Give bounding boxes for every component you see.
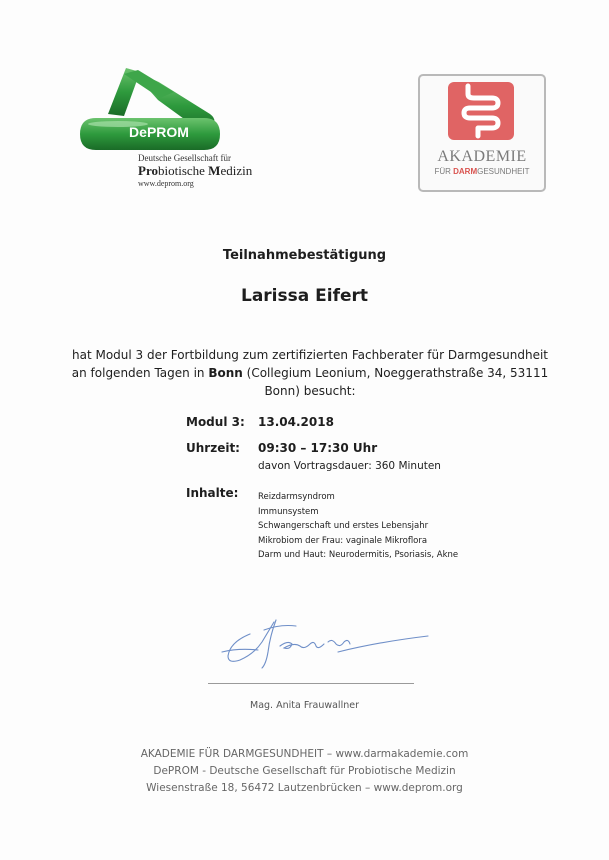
list-item: Mikrobiom der Frau: vaginale Mikroflora xyxy=(258,535,428,546)
deprom-logo-text: DePROM xyxy=(129,124,189,140)
signature-line xyxy=(208,683,414,684)
footer-line: AKADEMIE FÜR DARMGESUNDHEIT – www.darmakademie.com xyxy=(140,748,469,760)
certificate-title: Teilnahmebestätigung xyxy=(222,248,387,263)
signer-name: Mag. Anita Frauwallner xyxy=(250,700,359,711)
footer-line: DePROM - Deutsche Gesellschaft für Probiotische Medizin xyxy=(153,765,456,777)
intro-text: hat Modul 3 der Fortbildung zum zertifizierten Fachberater für Darmgesundheit an folgenden Tagen in Bonn (Collegium Leonium, Noeggerathstraße 34, 53111 Bonn) besucht: xyxy=(71,348,549,398)
list-item: Immunsystem xyxy=(258,506,319,517)
participant-name: Larissa Eifert xyxy=(240,286,369,306)
akademie-logo xyxy=(418,74,546,192)
deprom-subtitle: Deutsche Gesellschaft für xyxy=(138,153,231,163)
module-date: 13.04.2018 xyxy=(258,415,334,429)
footer-line: Wiesenstraße 18, 56472 Lautzenbrücken – www.deprom.org xyxy=(146,782,463,794)
akademie-subtitle: FÜR DARMGESUNDHEIT xyxy=(434,167,530,176)
deprom-url: www.deprom.org xyxy=(138,179,194,188)
deprom-subtitle-main: Probiotische Medizin xyxy=(138,163,253,178)
akademie-title: AKADEMIE xyxy=(437,148,527,165)
deprom-logo xyxy=(78,62,278,192)
list-item: Reizdarmsyndrom xyxy=(258,492,335,502)
handwritten-signature xyxy=(218,612,438,672)
list-item: Darm und Haut: Neurodermitis, Psoriasis, Akne xyxy=(258,550,459,560)
module-label: Modul 3: xyxy=(186,415,245,429)
footer xyxy=(0,746,609,797)
contents-list xyxy=(258,490,458,563)
city-name: Bonn xyxy=(208,366,243,380)
intestine-icon xyxy=(448,82,514,140)
contents-label: Inhalte: xyxy=(186,486,239,500)
lecture-duration: davon Vortragsdauer: 360 Minuten xyxy=(258,460,441,472)
time-value: 09:30 – 17:30 Uhr xyxy=(258,441,378,455)
time-label: Uhrzeit: xyxy=(186,441,240,455)
list-item: Schwangerschaft und erstes Lebensjahr xyxy=(258,521,429,531)
